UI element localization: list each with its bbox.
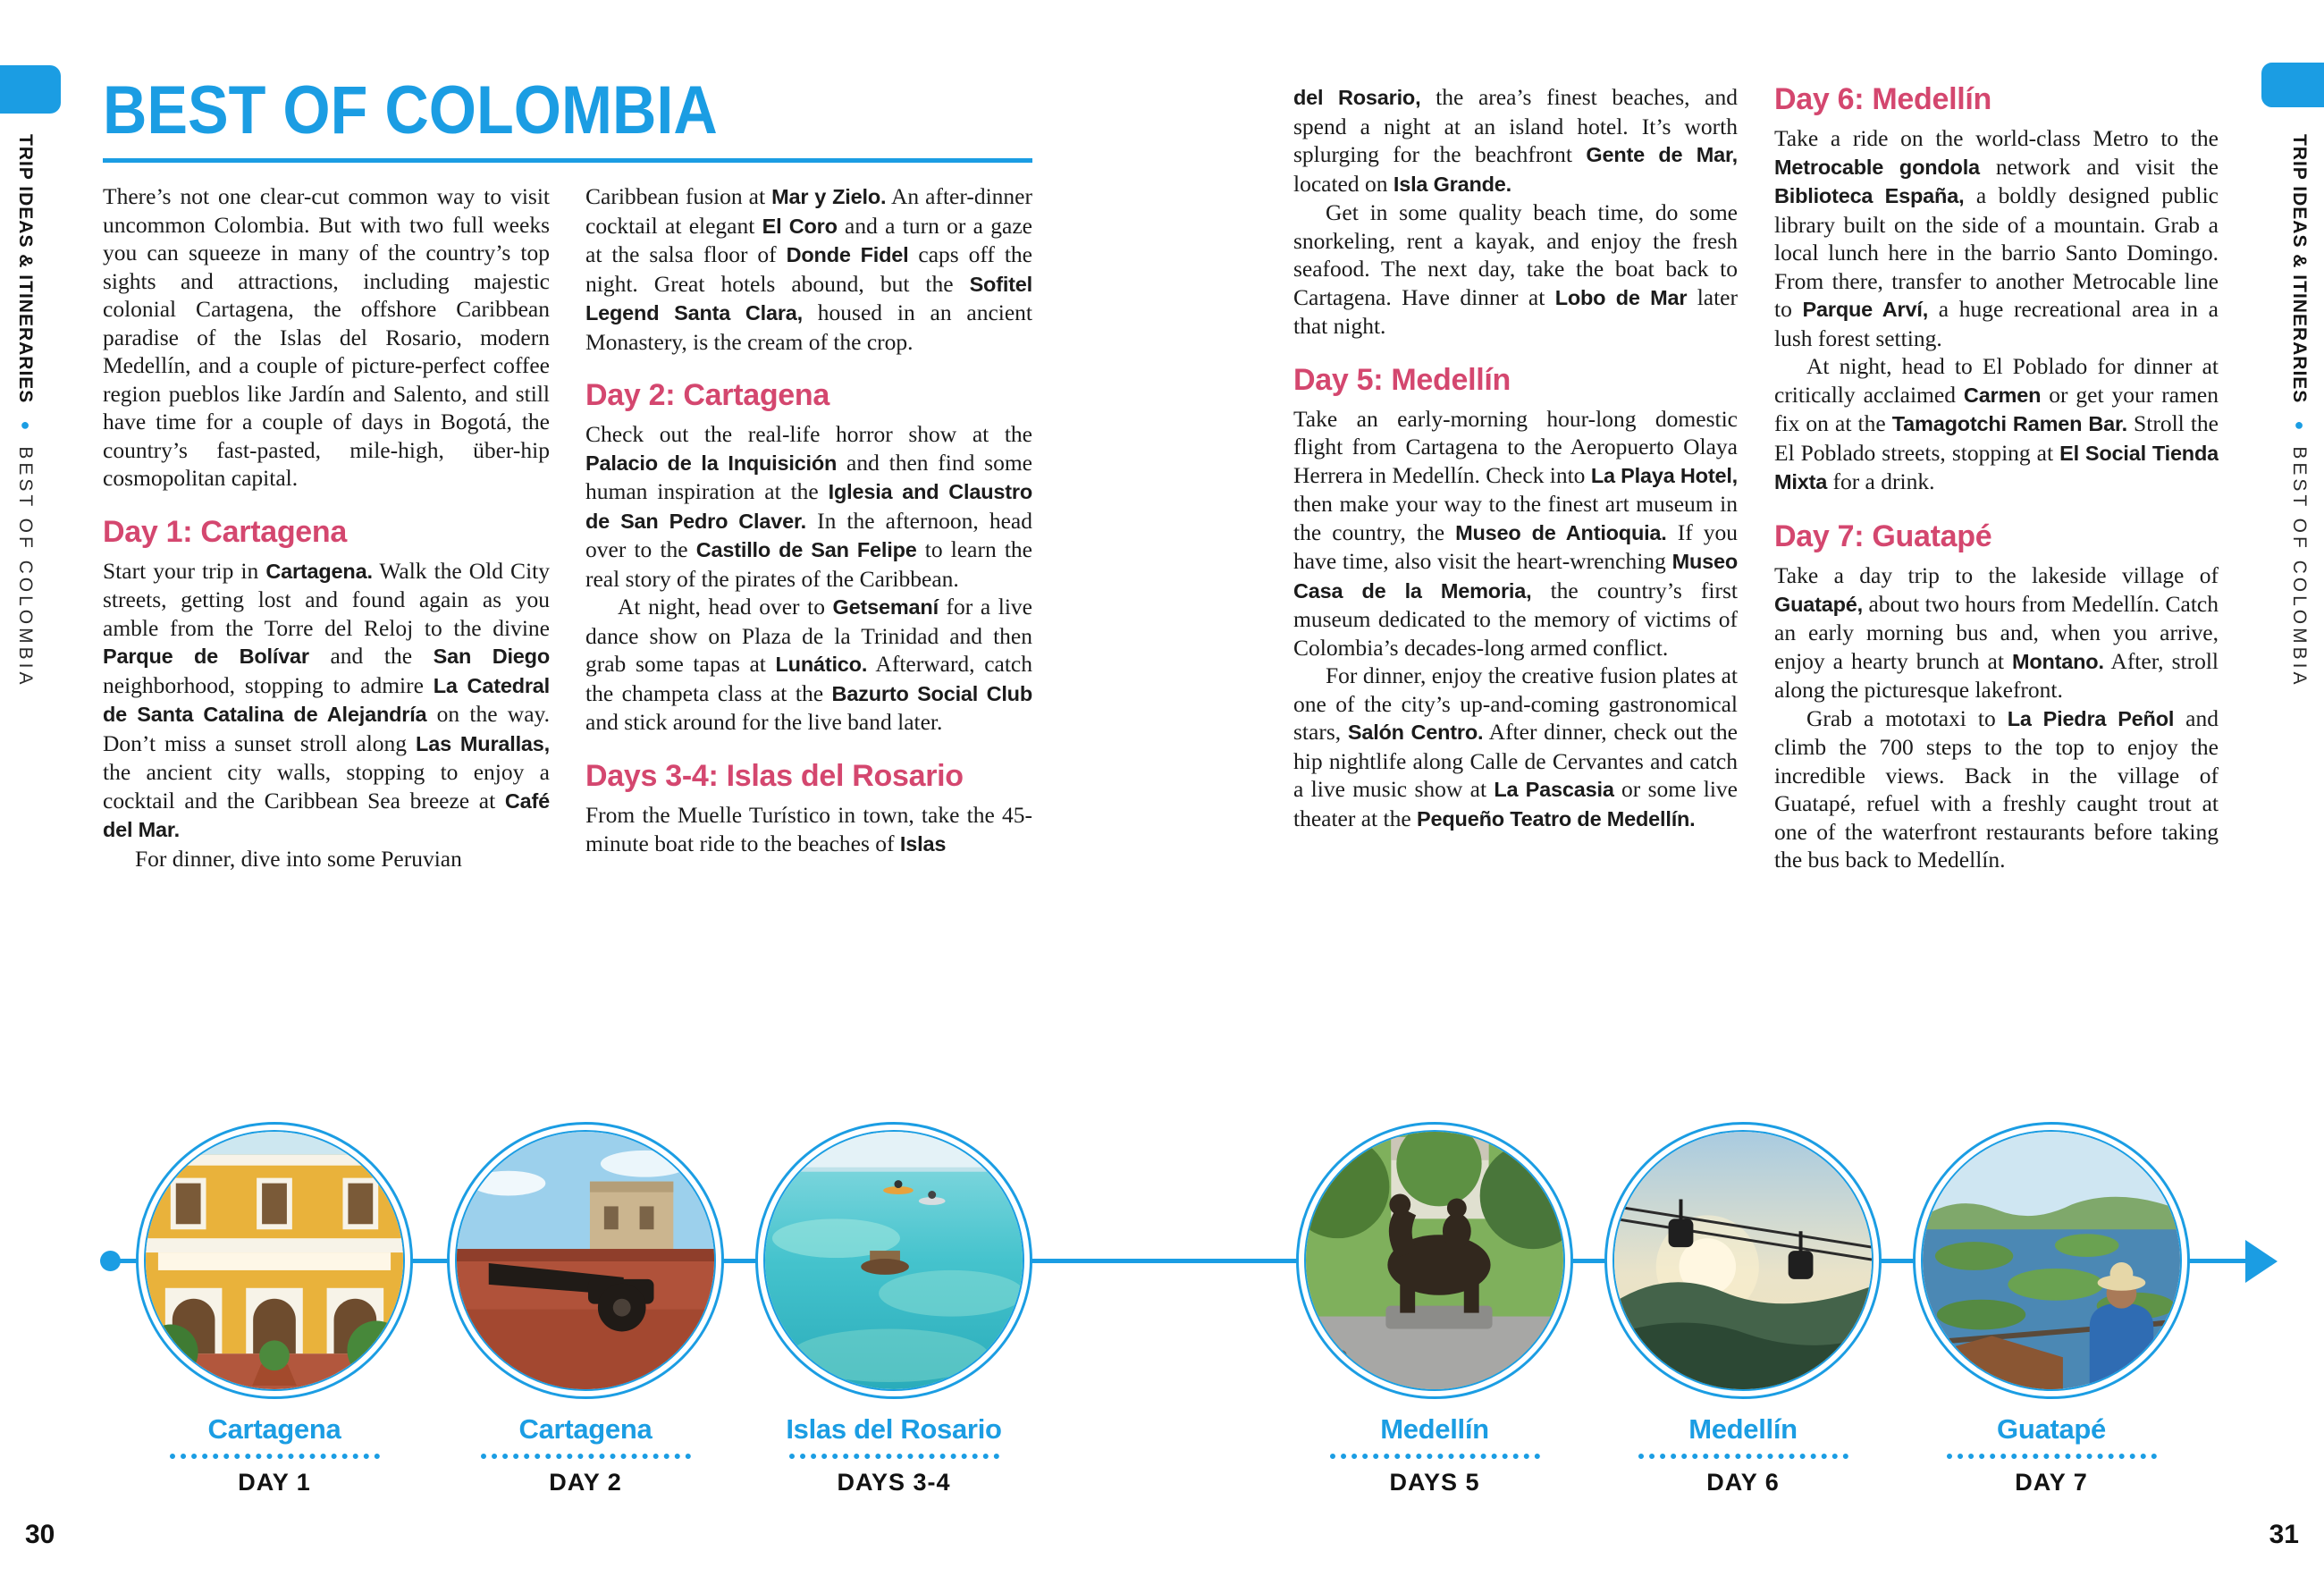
day1-paragraph-2-start: For dinner, dive into some Peruvian — [135, 845, 462, 872]
timeline-stop-day7 — [1899, 1122, 2203, 1496]
timeline-dotted-underline — [789, 1454, 999, 1459]
timeline-day-label: DAYS 3-4 — [837, 1469, 951, 1496]
days3-4-paragraph-continued: del Rosario, the area’s finest beaches, and spend a night at an island hotel. It’s worth splurging for the beachfront Gente de Mar, located on Isla Grande. — [1293, 84, 1738, 197]
photo-islas-del-rosario-sea — [765, 1132, 1023, 1389]
timeline-day-label: DAY 7 — [2015, 1469, 2088, 1496]
day2-heading: Day 2: Cartagena — [585, 378, 829, 412]
page-title: BEST OF COLOMBIA — [103, 72, 718, 148]
day5-paragraph-1: Take an early-morning hour-long domestic flight from Cartagena to the Aeropuerto Olaya Herrera in Medellín. Check into La Playa Hotel, then make your way to the finest art museum in the country, the Museo de Antioquia. If you have time, also visit the heart-wrenching Museo Casa de la Memoria, the country’s first museum dedicated to the memory of victims of Colombia’s decades-long armed conflict. — [1293, 405, 1738, 661]
timeline-stop-days3-4 — [742, 1122, 1046, 1496]
page-number-right: 31 — [2269, 1520, 2299, 1549]
days3-4-paragraph-2: Get in some quality beach time, do some snorkeling, rent a kayak, and enjoy the fresh seafood. The next day, take the boat back to Cartagena. Have dinner at Lobo de Mar later that night. — [1293, 199, 1738, 339]
day6-paragraph-1: Take a ride on the world-class Metro to the Metrocable gondola network and visit the Biblioteca España, a boldly designed public library built on the side of a mountain. Grab a local lunch here in the barrio Santo Domingo. From there, transfer to another Metrocable line to Parque Arví, a huge recreational area in a lush forest setting. — [1774, 125, 2219, 351]
day2-paragraph-1: Check out the real-life horror show at the Palacio de la Inquisición and then find some human inspiration at the Iglesia and Claustro de San Pedro Claver. In the afternoon, head over to the Castillo de San Felipe to learn the real story of the pirates of the Caribbean. — [585, 421, 1032, 592]
photo-guatape-lake-view — [1923, 1132, 2180, 1389]
timeline-dotted-underline — [170, 1454, 380, 1459]
sidebar-section-label: TRIP IDEAS & ITINERARIES — [15, 134, 36, 404]
timeline-day-label: DAYS 5 — [1389, 1469, 1480, 1496]
timeline-city-label: Medellín — [1688, 1413, 1798, 1445]
day1-heading: Day 1: Cartagena — [103, 514, 347, 549]
timeline-dotted-underline — [481, 1454, 691, 1459]
timeline-dotted-underline — [1947, 1454, 2157, 1459]
timeline-stop-day6 — [1591, 1122, 1895, 1496]
photo-cartagena-colonial-building — [146, 1132, 403, 1389]
day7-paragraph-2: Grab a mototaxi to La Piedra Peñol and climb the 700 steps to the top to enjoy the incredible views. Back in the village of Guatapé, refuel with a freshly caught trout at one of the waterfront restaurants before taking the bus back to Medellín. — [1774, 704, 2219, 873]
sidebar-section-label: TRIP IDEAS & ITINERARIES — [2289, 134, 2310, 404]
timeline-city-label: Guatapé — [1997, 1413, 2106, 1445]
sidebar-vertical-label-right — [2288, 134, 2310, 687]
timeline-city-label: Islas del Rosario — [786, 1413, 1002, 1445]
timeline-city-label: Cartagena — [518, 1413, 653, 1445]
chapter-tab-right — [2261, 63, 2324, 107]
sidebar-vertical-label-left — [14, 134, 36, 687]
timeline-dotted-underline — [1330, 1454, 1540, 1459]
day7-paragraph-1: Take a day trip to the lakeside village of Guatapé, about two hours from Medellín. Catch an early morning bus and, when you arrive, enjoy a hearty brunch at Montano. After, stroll along the picturesque lakefront. — [1774, 562, 2219, 704]
chapter-tab-left — [0, 65, 61, 114]
sidebar-chapter-label: BEST OF COLOMBIA — [2289, 446, 2310, 688]
days3-4-paragraph-start: From the Muelle Turístico in town, take the 45-minute boat ride to the beaches of Islas — [585, 802, 1032, 856]
timeline-photo-ring — [136, 1122, 413, 1399]
timeline-photo-ring — [755, 1122, 1032, 1399]
day1-paragraph-2-continued: Caribbean fusion at Mar y Zielo. An after-dinner cocktail at elegant El Coro and a turn or a gaze at the salsa floor of Donde Fidel caps off the night. Great hotels abound, but the Sofitel Legend Santa Clara, housed in an ancient Monastery, is the cream of the crop. — [585, 183, 1032, 355]
photo-castillo-cannon — [457, 1132, 714, 1389]
day1-paragraph-1: Start your trip in Cartagena. Walk the Old City streets, getting lost and found again as you amble from the Torre del Reloj to the divine Parque de Bolívar and the San Diego neighborhood, stopping to admire La Catedral de Santa Catalina de Alejandría on the way. Don’t miss a sunset stroll along Las Murallas, the ancient city walls, stopping to enjoy a cocktail and the Caribbean Sea breeze at Café del Mar. — [103, 557, 550, 842]
day5-paragraph-2: For dinner, enjoy the creative fusion plates at one of the city’s up-and-coming gastronomical stars, Salón Centro. After dinner, check out the hip nightlife along Calle de Cervantes and catch a live music show at La Pascasia or some live theater at the Pequeño Teatro de Medellín. — [1293, 662, 1738, 831]
timeline-photo-ring — [447, 1122, 724, 1399]
photo-medellin-metrocable — [1614, 1132, 1872, 1389]
timeline-stop-day1 — [122, 1122, 426, 1496]
timeline-photo-ring — [1604, 1122, 1882, 1399]
timeline-dotted-underline — [1638, 1454, 1848, 1459]
sidebar-bullet-icon: ● — [16, 416, 34, 434]
timeline-day-label: DAY 1 — [238, 1469, 311, 1496]
timeline-city-label: Medellín — [1380, 1413, 1489, 1445]
text-column-1 — [103, 182, 550, 1045]
days3-4-heading: Days 3-4: Islas del Rosario — [585, 758, 964, 793]
timeline-arrow-icon — [2245, 1240, 2278, 1283]
timeline-photo-ring — [1296, 1122, 1573, 1399]
timeline-city-label: Cartagena — [207, 1413, 341, 1445]
timeline-start-dot — [100, 1251, 121, 1271]
day6-heading: Day 6: Medellín — [1774, 83, 1992, 116]
timeline-photo-ring — [1913, 1122, 2190, 1399]
title-underline-rule — [103, 158, 1032, 163]
text-column-2 — [585, 182, 1032, 1045]
sidebar-chapter-label: BEST OF COLOMBIA — [15, 446, 36, 688]
photo-medellin-botero-statue — [1306, 1132, 1563, 1389]
day2-paragraph-2: At night, head over to Getsemaní for a live dance show on Plaza de la Trinidad and then grab some tapas at Lunático. Afterward, catch the champeta class at the Bazurto Social Club and stick around for the live band later. — [585, 594, 1032, 736]
sidebar-bullet-icon: ● — [2290, 416, 2308, 434]
text-column-3 — [1293, 83, 1738, 1050]
timeline-day-label: DAY 6 — [1706, 1469, 1780, 1496]
timeline-day-label: DAY 2 — [549, 1469, 622, 1496]
intro-paragraph: There’s not one clear-cut common way to visit uncommon Colombia. But with two full weeks you can squeeze in many of the country’s top sights and attractions, including majestic colonial Cartagena, the offshore Caribbean paradise of the Islas del Rosario, modern Medellín, and a couple of picture-perfect coffee region pueblos like Jardín and Salento, and still have time for a couple of days in Bogotá, the country’s fast-pasted, mile-high, über-hip cosmopolitan capital. — [103, 183, 550, 491]
timeline-stop-days5 — [1283, 1122, 1587, 1496]
day7-heading: Day 7: Guatapé — [1774, 518, 1992, 553]
timeline-stop-day2 — [434, 1122, 737, 1496]
page-number-left: 30 — [25, 1520, 55, 1549]
day5-heading: Day 5: Medellín — [1293, 362, 1511, 397]
text-column-4 — [1774, 83, 2219, 1050]
day6-paragraph-2: At night, head to El Poblado for dinner at critically acclaimed Carmen or get your ramen fix on at the Tamagotchi Ramen Bar. Stroll the El Poblado streets, stopping at El Social Tienda Mixta for a drink. — [1774, 353, 2219, 495]
